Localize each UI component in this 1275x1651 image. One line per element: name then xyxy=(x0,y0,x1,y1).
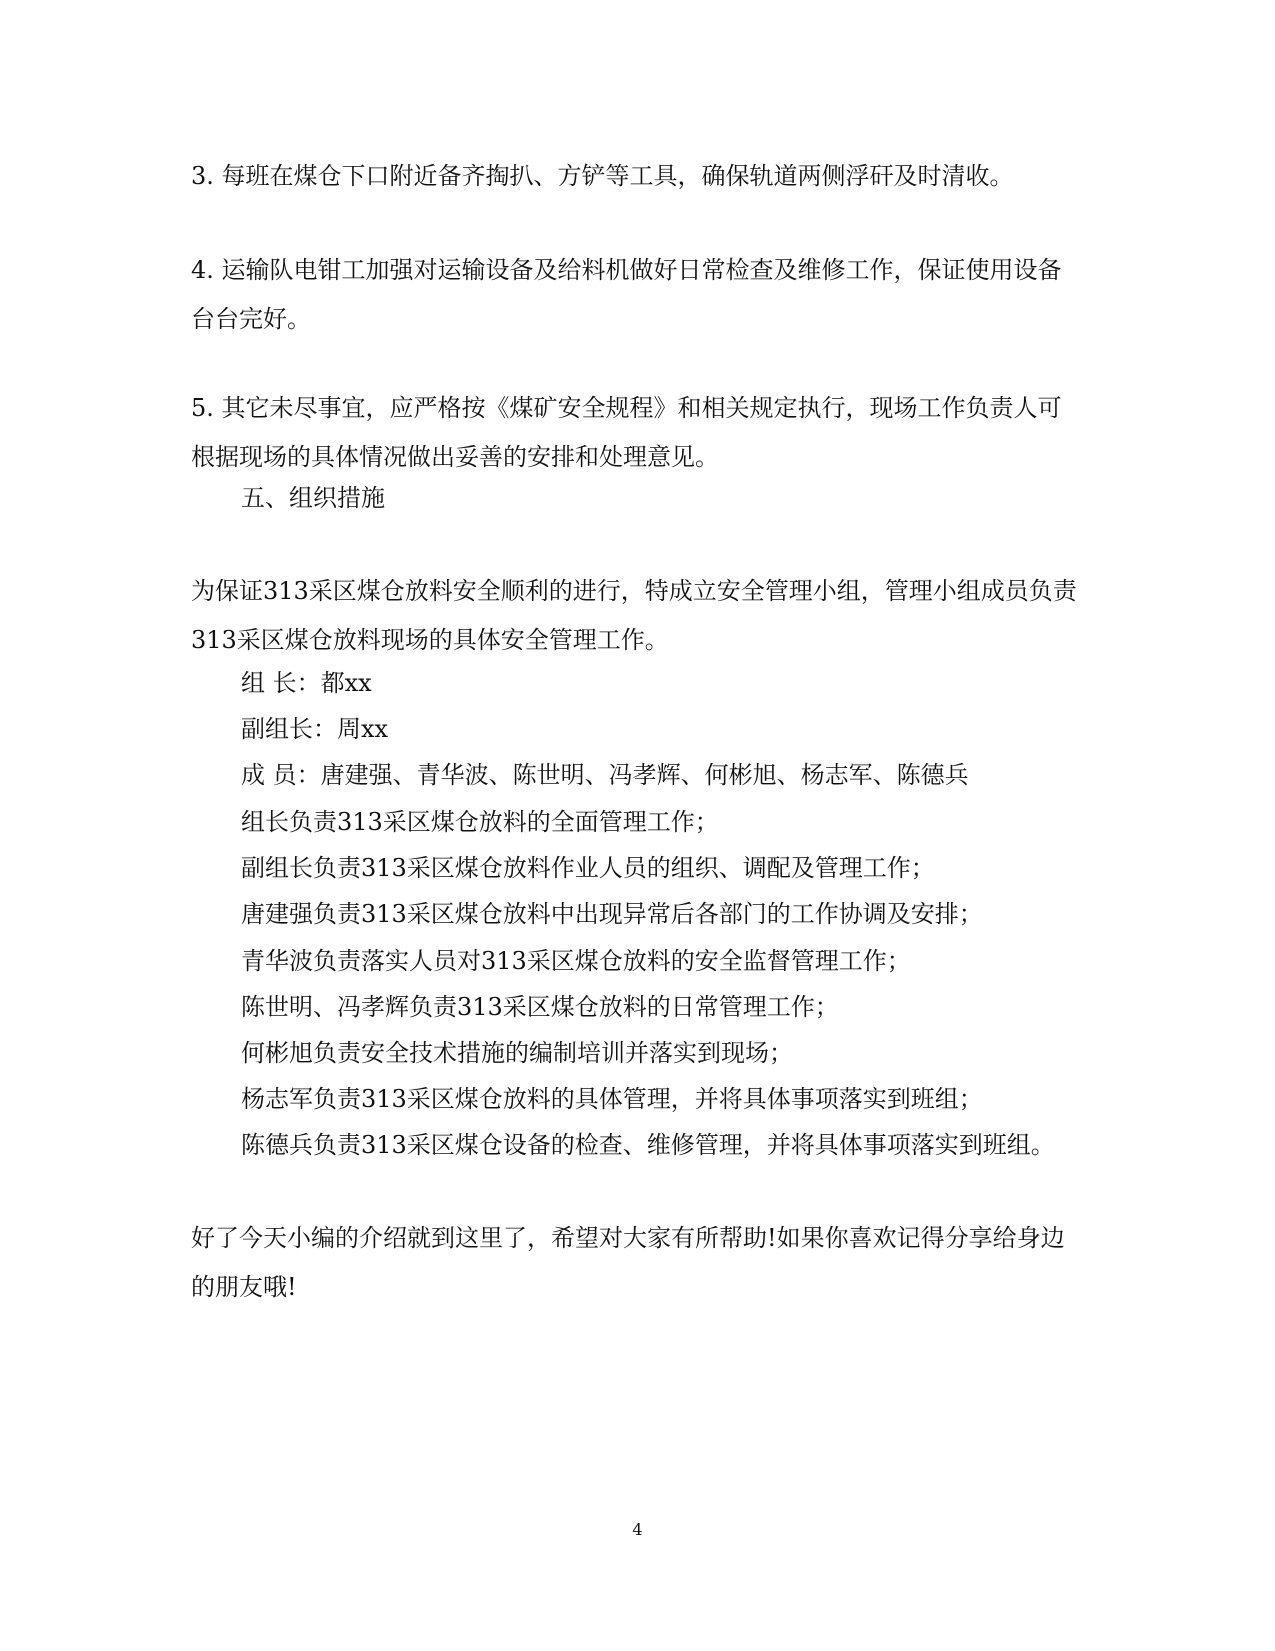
duty-line: 陈世明、冯孝辉负责313采区煤仓放料的日常管理工作； xyxy=(241,993,839,1021)
duty-line: 陈德兵负责313采区煤仓设备的检查、维修管理，并将具体事项落实到班组。 xyxy=(241,1131,1055,1159)
page-number: 4 xyxy=(632,1520,643,1539)
paragraph-item-5: 5. 其它未尽事宜，应严格按《煤矿安全规程》和相关规定执行，现场工作负责人可根据现场的具体情况做出妥善的安排和处理意见。 xyxy=(191,394,1062,471)
intro-paragraph: 为保证313采区煤仓放料安全顺利的进行，特成立安全管理小组，管理小组成员负责313采区煤仓放料现场的具体安全管理工作。 xyxy=(191,577,1077,654)
deputy-leader-line: 副组长：周xx xyxy=(241,715,389,743)
duty-line: 杨志军负责313采区煤仓放料的具体管理，并将具体事项落实到班组； xyxy=(241,1085,983,1113)
duty-line: 副组长负责313采区煤仓放料作业人员的组织、调配及管理工作； xyxy=(241,854,935,882)
paragraph-item-3: 3. 每班在煤仓下口附近备齐掏扒、方铲等工具，确保轨道两侧浮矸及时清收。 xyxy=(191,162,1014,190)
section-heading: 五、组织措施 xyxy=(241,484,385,512)
closing-paragraph: 好了今天小编的介绍就到这里了，希望对大家有所帮助!如果你喜欢记得分享给身边的朋友哦! xyxy=(191,1224,1065,1301)
paragraph-item-4: 4. 运输队电钳工加强对运输设备及给料机做好日常检查及维修工作，保证使用设备台台完好。 xyxy=(191,256,1062,333)
duty-line: 何彬旭负责安全技术措施的编制培训并落实到现场； xyxy=(241,1039,793,1067)
duty-line: 青华波负责落实人员对313采区煤仓放料的安全监督管理工作； xyxy=(241,947,911,975)
leader-line: 组 长：都xx xyxy=(241,669,372,697)
members-line: 成 员：唐建强、青华波、陈世明、冯孝辉、何彬旭、杨志军、陈德兵 xyxy=(241,761,969,789)
duty-line: 唐建强负责313采区煤仓放料中出现异常后各部门的工作协调及安排； xyxy=(241,900,983,928)
duty-line: 组长负责313采区煤仓放料的全面管理工作； xyxy=(241,808,719,836)
